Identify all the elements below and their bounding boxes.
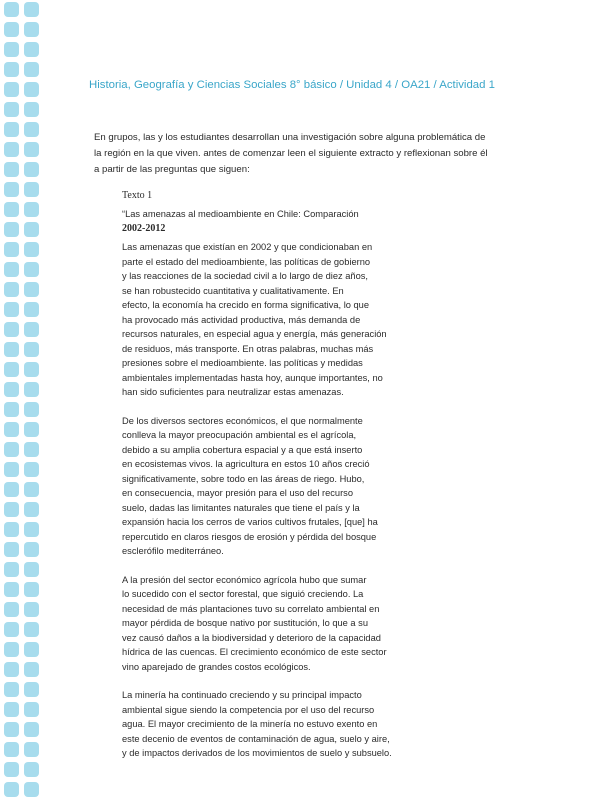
intro-line: a partir de las preguntas que siguen:: [94, 164, 250, 175]
binding-square: [4, 142, 19, 157]
binding-square: [4, 82, 19, 97]
binding-square: [4, 302, 19, 317]
excerpt-year: 2002-2012: [122, 223, 166, 234]
excerpt-line: y las reacciones de la sociedad civil a lo largo de diez años,: [122, 271, 368, 281]
excerpt-line: y de impactos derivados de los movimientos de suelo y subsuelo.: [122, 748, 392, 758]
binding-square: [4, 342, 19, 357]
binding-square: [4, 742, 19, 757]
binding-square: [24, 622, 39, 637]
binding-square: [4, 682, 19, 697]
binding-square: [4, 182, 19, 197]
binding-square: [24, 342, 39, 357]
binding-square: [4, 22, 19, 37]
excerpt-line: vez causó daños a la biodiversidad y deterioro de la capacidad: [122, 632, 381, 643]
binding-square: [24, 782, 39, 797]
binding-square: [24, 42, 39, 57]
binding-square: [24, 422, 39, 437]
binding-square: [4, 122, 19, 137]
binding-square: [24, 662, 39, 677]
excerpt-line: ha provocado más actividad productiva, más demanda de: [122, 314, 361, 325]
binding-square: [4, 562, 19, 577]
binding-square: [24, 102, 39, 117]
notebook-binding: [0, 0, 46, 800]
binding-square: [4, 482, 19, 497]
binding-square: [4, 462, 19, 477]
excerpt-line: A la presión del sector económico agrícola hubo que sumar: [122, 574, 367, 585]
excerpt-line: expansión hacia los cerros de varios cultivos frutales, [que] ha: [122, 517, 378, 527]
binding-square: [4, 662, 19, 677]
binding-square: [4, 102, 19, 117]
page-breadcrumb: Historia, Geografía y Ciencias Sociales 8° básico / Unidad 4 / OA21 / Actividad 1: [89, 79, 495, 91]
binding-square: [4, 382, 19, 397]
binding-square: [24, 282, 39, 297]
excerpt-paragraph: [122, 240, 412, 400]
binding-square: [4, 282, 19, 297]
excerpt-line: parte el estado del medioambiente, las políticas de gobierno: [122, 256, 371, 267]
binding-square: [4, 62, 19, 77]
excerpt-line: en ecosistemas vivos. la agricultura en estos 10 años creció: [122, 459, 370, 469]
excerpt-line: efecto, la economía ha crecido en forma significativa, lo que: [122, 300, 370, 310]
binding-square: [4, 502, 19, 517]
binding-square: [24, 142, 39, 157]
excerpt-line: De los diversos sectores económicos, el que normalmente: [122, 415, 363, 426]
binding-square: [24, 362, 39, 377]
binding-square: [4, 262, 19, 277]
binding-square: [4, 162, 19, 177]
binding-square: [24, 182, 39, 197]
excerpt-paragraph: [122, 414, 412, 559]
binding-square: [24, 722, 39, 737]
binding-square: [24, 642, 39, 657]
excerpt-line: se han robustecido cuantitativa y cualitativamente. En: [122, 285, 344, 296]
binding-square: [24, 382, 39, 397]
excerpt-line: este decenio de eventos de contaminación de agua, suelo y aire,: [122, 733, 390, 744]
excerpt-line: vino aparejado de grandes costos ecológicos.: [122, 661, 311, 672]
excerpt-line: esclerófilo mediterráneo.: [122, 546, 224, 556]
binding-square: [24, 222, 39, 237]
binding-square: [24, 2, 39, 17]
excerpt-paragraph: [122, 688, 412, 761]
intro-line: En grupos, las y los estudiantes desarrollan una investigación sobre alguna problemática de: [94, 132, 486, 143]
excerpt-line: de residuos, más transporte. En otras palabras, muchas más: [122, 343, 374, 354]
excerpt-line: en consecuencia, mayor presión para el uso del recurso: [122, 488, 354, 498]
binding-square: [4, 642, 19, 657]
binding-square: [24, 262, 39, 277]
excerpt-line: ambientales implementadas hasta hoy, aunque importantes, no: [122, 372, 383, 383]
binding-square: [4, 362, 19, 377]
excerpt-line: recursos naturales, en especial agua y energía, más generación: [122, 329, 387, 339]
binding-square: [4, 422, 19, 437]
excerpt-line: lo sucedido con el sector forestal, que siguió creciendo. La: [122, 589, 364, 599]
binding-square: [24, 562, 39, 577]
excerpt-title: “Las amenazas al medioambiente en Chile: Comparación: [122, 209, 359, 219]
binding-square: [24, 322, 39, 337]
binding-square: [24, 162, 39, 177]
excerpt-body: [122, 240, 412, 761]
excerpt-line: han sido suficientes para neutralizar estas amenazas.: [122, 387, 344, 397]
excerpt-paragraph: [122, 573, 412, 675]
binding-square: [24, 442, 39, 457]
excerpt-line: hídrica de las cuencas. El crecimiento económico de este sector: [122, 647, 387, 657]
binding-square: [4, 222, 19, 237]
excerpt-line: agua. El mayor crecimiento de la minería no estuvo exento en: [122, 719, 378, 729]
binding-square: [24, 122, 39, 137]
binding-square: [4, 602, 19, 617]
excerpt-line: suelo, dadas las limitantes naturales que tiene el país y la: [122, 502, 360, 513]
binding-square: [4, 762, 19, 777]
binding-square: [24, 202, 39, 217]
binding-square: [4, 202, 19, 217]
binding-square: [4, 2, 19, 17]
binding-square: [4, 722, 19, 737]
binding-square: [4, 322, 19, 337]
binding-square: [4, 702, 19, 717]
binding-square: [4, 522, 19, 537]
binding-square: [24, 22, 39, 37]
intro-line: la región en la que viven. antes de comenzar leen el siguiente extracto y reflexionan sobre él: [94, 148, 488, 159]
excerpt-line: La minería ha continuado creciendo y su principal impacto: [122, 690, 362, 700]
excerpt-line: ambiental sigue siendo la competencia por el uso del recurso: [122, 704, 375, 715]
text-excerpt: [122, 190, 412, 775]
excerpt-line: presiones sobre el medioambiente. las políticas y medidas: [122, 358, 363, 368]
binding-square: [24, 462, 39, 477]
excerpt-line: Las amenazas que existían en 2002 y que condicionaban en: [122, 242, 373, 252]
binding-square: [4, 42, 19, 57]
binding-square: [4, 242, 19, 257]
binding-square: [24, 302, 39, 317]
binding-square: [24, 242, 39, 257]
binding-square: [24, 82, 39, 97]
excerpt-line: conlleva la mayor preocupación ambiental es el agrícola,: [122, 430, 357, 440]
binding-square: [24, 762, 39, 777]
binding-square: [24, 582, 39, 597]
binding-square: [24, 702, 39, 717]
excerpt-line: repercutido en claros riesgos de erosión y pérdida del bosque: [122, 531, 377, 542]
binding-square: [24, 522, 39, 537]
binding-square: [4, 622, 19, 637]
excerpt-line: significativamente, sobre todo en las áreas de riego. Hubo,: [122, 473, 365, 484]
binding-square: [4, 782, 19, 797]
binding-square: [24, 542, 39, 557]
binding-square: [4, 582, 19, 597]
binding-square: [24, 402, 39, 417]
binding-square: [24, 682, 39, 697]
binding-square: [24, 602, 39, 617]
excerpt-label: Texto 1: [122, 190, 153, 201]
binding-square: [24, 502, 39, 517]
excerpt-line: necesidad de más plantaciones tuvo su correlato ambiental en: [122, 603, 380, 614]
binding-square: [24, 742, 39, 757]
intro-paragraph: [94, 130, 504, 178]
binding-square: [24, 62, 39, 77]
binding-square: [4, 402, 19, 417]
binding-square: [4, 542, 19, 557]
binding-square: [24, 482, 39, 497]
binding-square: [4, 442, 19, 457]
excerpt-line: mayor pérdida de bosque nativo por sustitución, lo que a su: [122, 618, 369, 628]
excerpt-line: debido a su amplia cobertura espacial y a que está inserto: [122, 444, 363, 455]
